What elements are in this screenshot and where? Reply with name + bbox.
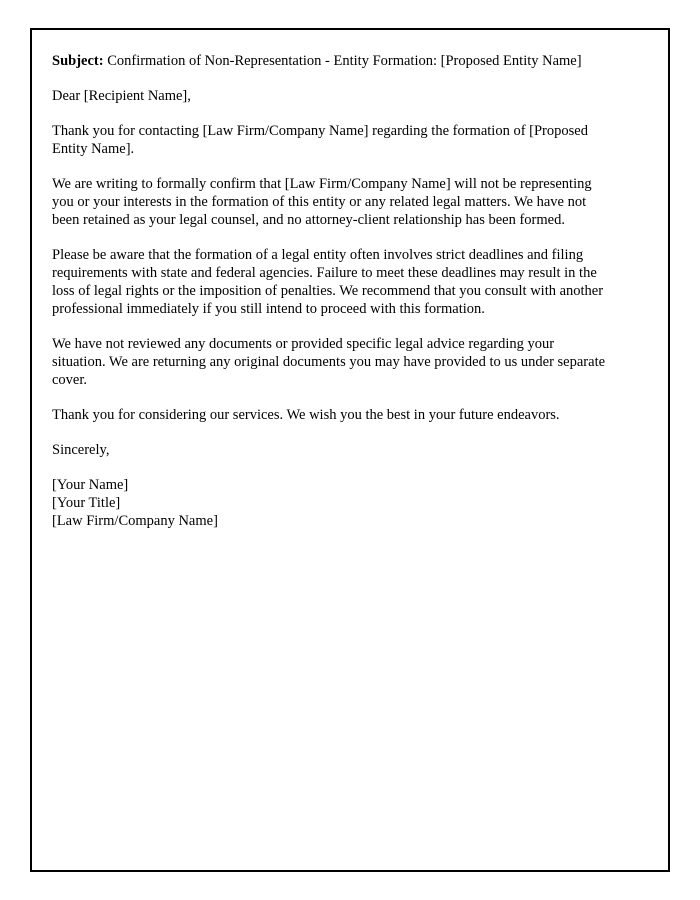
- paragraph: Thank you for contacting [Law Firm/Company Name] regarding the formation of [Proposed Entity Name].: [52, 123, 588, 157]
- paragraph: Thank you for considering our services. We wish you the best in your future endeavors.: [52, 407, 560, 423]
- letter-border-frame: [30, 28, 670, 872]
- subject-label: Subject:: [52, 53, 104, 69]
- letter-content: [32, 30, 668, 552]
- subject-text: Confirmation of Non-Representation - Entity Formation: [Proposed Entity Name]: [107, 53, 582, 69]
- paragraph: Please be aware that the formation of a legal entity often involves strict deadlines and filing requirements with state and federal agencies. Failure to meet these deadlines may result in the loss of legal rights or the imposition of penalties. We recommend that you consult with another professional immediately if you still intend to proceed with this formation.: [52, 247, 604, 317]
- paragraph: We have not reviewed any documents or provided specific legal advice regarding your situation. We are returning any original documents you may have provided to us under separate cover.: [52, 336, 606, 388]
- signature-block: [52, 476, 610, 530]
- paragraph: We are writing to formally confirm that [Law Firm/Company Name] will not be representing you or your interests in the formation of this entity or any related legal matters. We have not been retained as your legal counsel, and no attorney-client relationship has been formed.: [52, 176, 592, 228]
- salutation: Dear [Recipient Name],: [52, 88, 191, 104]
- signature-company: [Law Firm/Company Name]: [52, 513, 218, 529]
- closing: Sincerely,: [52, 442, 110, 458]
- signature-name: [Your Name]: [52, 477, 129, 493]
- signature-title: [Your Title]: [52, 495, 121, 511]
- subject-line: [52, 52, 610, 70]
